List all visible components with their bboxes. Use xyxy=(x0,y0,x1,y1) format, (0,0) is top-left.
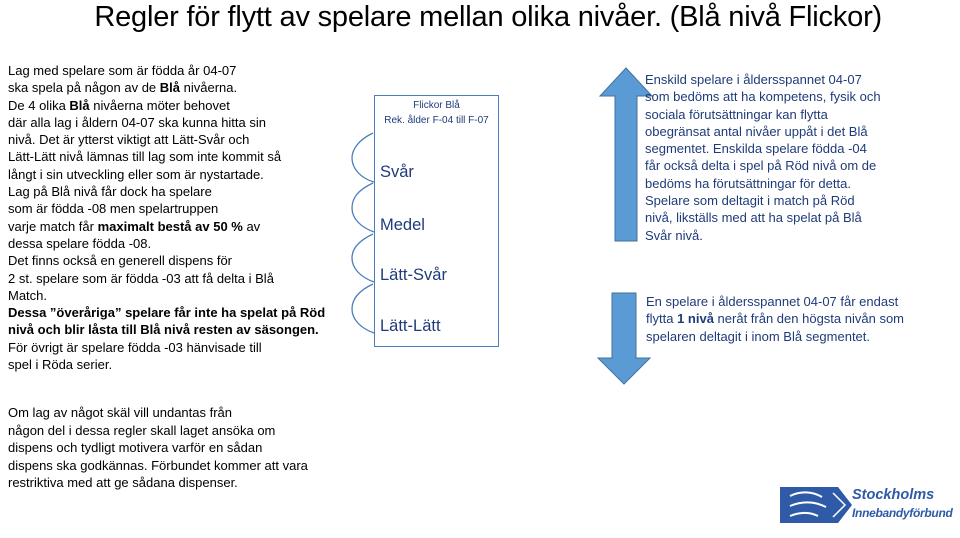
paragraph-age-rule: Lag med spelare som är födda år 04-07 ska spela på någon av de Blå nivåerna. De 4 olika Blå nivåerna möter behovet där alla lag i åldern 04-07 ska kunna hitta sin nivå. Det är ytterst viktigt att Lätt-Svår och Lätt-Lätt nivå lämnas till lag som inte kommit så långt i sin utveckling eller som är nystartade. xyxy=(8,63,282,182)
logo xyxy=(780,487,852,523)
bracket-latt-svar xyxy=(352,234,374,282)
level-medel: Medel xyxy=(380,216,425,234)
paragraph-08-players: Lag på Blå nivå får dock ha spelare som är födda -08 men spelartruppen varje match får maximalt bestå av 50 % av dessa spelare födda -08. xyxy=(8,184,261,251)
bracket-medel xyxy=(352,183,374,232)
move-down-text: En spelare i åldersspannet 04-07 får endast flytta 1 nivå neråt från den högsta nivån som spelaren deltagit i inom Blå segmentet. xyxy=(646,294,904,344)
level-box-title: Flickor Blå xyxy=(413,100,460,111)
bracket-latt-latt xyxy=(352,284,374,333)
paragraph-dispens: Det finns också en generell dispens för 2 st. spelare som är födda -03 att få delta i Blå Match. xyxy=(8,253,274,303)
arrow-down-icon xyxy=(598,293,650,384)
logo-text xyxy=(852,486,957,522)
level-latt-latt: Lätt-Lätt xyxy=(380,317,441,335)
level-svar: Svår xyxy=(380,163,414,181)
paragraph-overage-bold: Dessa ”överåriga” spelare får inte ha spelat på Röd nivå och blir låsta till Blå nivå resten av säsongen. xyxy=(8,305,326,338)
logo-line-2: Innebandyförbund xyxy=(852,506,953,520)
exemption-text: Om lag av något skäl vill undantas från någon del i dessa regler skall laget ansöka om dispens och tydligt motivera varför en sådan dispens ska godkännas. Förbundet kommer att vara restriktiva med att ge sådana dispenser. xyxy=(8,405,308,491)
level-latt-svar: Lätt-Svår xyxy=(380,266,447,284)
logo-line-1: Stockholms xyxy=(852,487,935,503)
page-title: Regler för flytt av spelare mellan olika nivåer. (Blå nivå Flickor) xyxy=(94,1,882,33)
paragraph-03-players: För övrigt är spelare födda -03 hänvisade till spel i Röda serier. xyxy=(8,339,262,373)
move-up-text: Enskild spelare i åldersspannet 04-07 som bedöms att ha kompetens, fysik och sociala förutsättningar kan flytta obegränsat antal nivåer uppåt i det Blå segmentet. Enskilda spelare födda -04 får också delta i spel på Röd nivå om de bedöms ha förutsättningar för detta. Spelare som deltagit i match på Röd nivå, likställs med att ha spelat på Blå Svår nivå. xyxy=(645,72,881,243)
bracket-svar xyxy=(352,133,374,182)
level-box-subtitle: Rek. ålder F-04 till F-07 xyxy=(384,115,489,126)
level-box xyxy=(374,95,499,347)
